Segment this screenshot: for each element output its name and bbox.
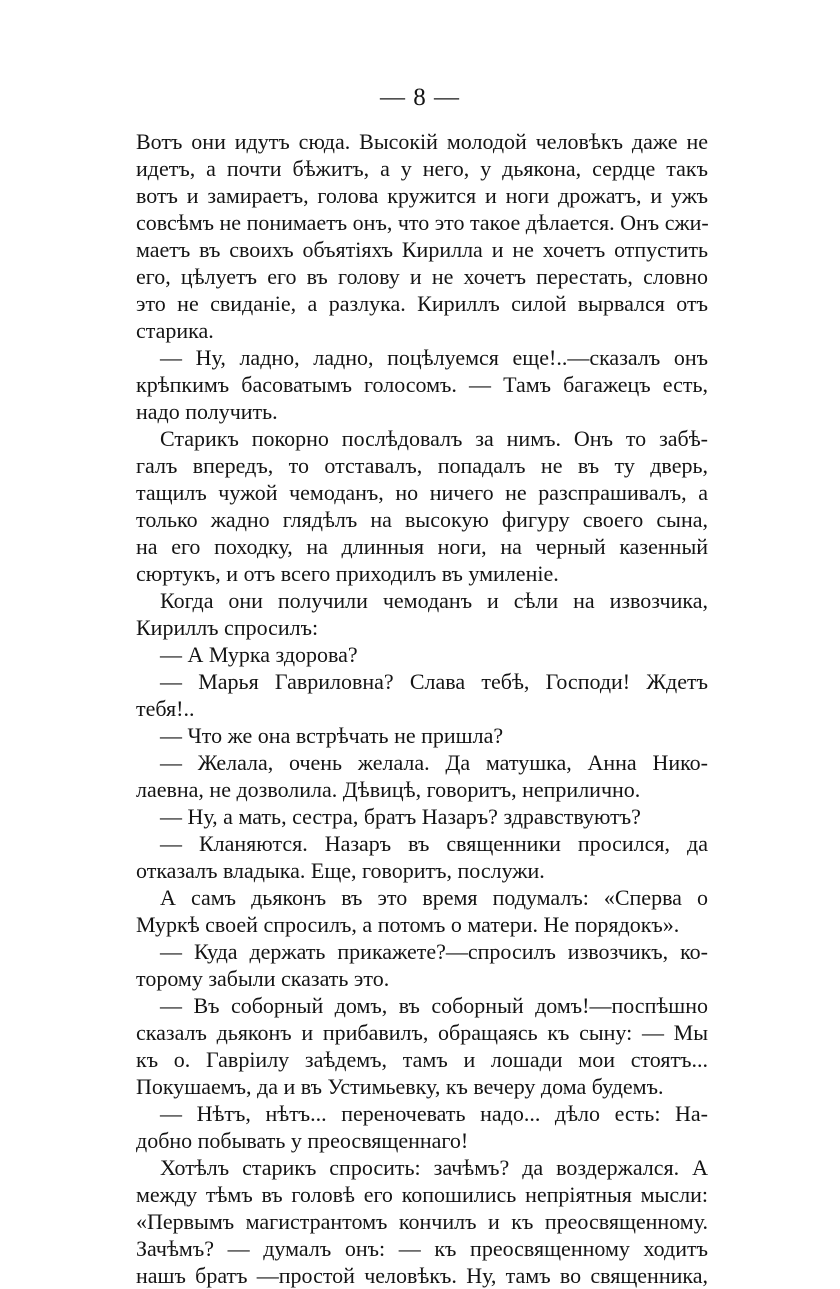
text-line: къ о. Гаврiилу заѣдемъ, тамъ и лошади мои стоятъ... bbox=[136, 1047, 708, 1072]
text-line: Старикъ покорно послѣдовалъ за нимъ. Онъ то забѣ- bbox=[160, 426, 708, 451]
text-line: — Желала, очень желала. Да матушка, Анна Нико- bbox=[160, 750, 708, 775]
text-line: Муркѣ своей спросилъ, а потомъ о матери. Не порядокъ». bbox=[136, 912, 680, 937]
text-line: совсѣмъ не понимаетъ онъ, что это такое дѣлается. Онъ сжи- bbox=[136, 210, 709, 235]
text-line: галъ впередъ, то отставалъ, попадалъ не въ ту дверь, bbox=[136, 453, 708, 478]
text-line: Покушаемъ, да и въ Устимьевку, къ вечеру дома будемъ. bbox=[136, 1074, 664, 1099]
text-line: тебя!.. bbox=[136, 696, 195, 721]
text-line: торому забыли сказать это. bbox=[136, 966, 390, 991]
text-line: старика. bbox=[136, 318, 214, 343]
text-line: между тѣмъ въ головѣ его копошились непріятныя мысли: bbox=[136, 1182, 708, 1207]
text-line: Кириллъ спросилъ: bbox=[136, 615, 319, 640]
text-line: — А Мурка здорова? bbox=[160, 642, 358, 667]
text-line: это не свиданіе, а разлука. Кириллъ силой вырвался отъ bbox=[136, 291, 708, 316]
text-line: на его походку, на длинныя ноги, на черный казенный bbox=[136, 534, 708, 559]
text-line: лаевна, не дозволила. Дѣвицѣ, говоритъ, неприлично. bbox=[136, 777, 641, 802]
text-line: Хотѣлъ старикъ спросить: зачѣмъ? да воздержался. А bbox=[160, 1155, 708, 1180]
text-line: крѣпкимъ басоватымъ голосомъ. — Тамъ багажецъ есть, bbox=[136, 372, 708, 397]
text-line: — Марья Гавриловна? Слава тебѣ, Господи! Ждетъ bbox=[160, 669, 708, 694]
text-line: — Куда держать прикажете?—спросилъ извозчикъ, ко- bbox=[160, 939, 708, 964]
text-line: — Кланяются. Назаръ въ священники просился, да bbox=[160, 831, 708, 856]
text-line: его, цѣлуетъ его въ голову и не хочетъ перестать, словно bbox=[136, 264, 708, 289]
text-line: — Ну, ладно, ладно, поцѣлуемся еще!..—сказалъ онъ bbox=[160, 345, 708, 370]
text-line: А самъ дьяконъ въ это время подумалъ: «Сперва о bbox=[160, 885, 708, 910]
text-line: сказалъ дьяконъ и прибавилъ, обращаясь къ сыну: — Мы bbox=[136, 1020, 708, 1045]
text-line: — Нѣтъ, нѣтъ... переночевать надо... дѣло есть: На- bbox=[160, 1101, 708, 1126]
text-line: идетъ, а почти бѣжитъ, а у него, у дьякона, сердце такъ bbox=[136, 156, 708, 181]
page-number: — 8 — bbox=[380, 84, 460, 111]
text-line: — Ну, а мать, сестра, братъ Назаръ? здравствуютъ? bbox=[160, 804, 641, 829]
text-line: отказалъ владыка. Еще, говоритъ, послужи. bbox=[136, 858, 545, 883]
text-line: надо получить. bbox=[136, 399, 278, 424]
text-line: тащилъ чужой чемоданъ, но ничего не разспрашивалъ, а bbox=[136, 480, 708, 505]
text-line: нашъ братъ —простой человѣкъ. Ну, тамъ во священника, bbox=[136, 1263, 708, 1288]
text-line: Зачѣмъ? — думалъ онъ: — къ преосвященному ходитъ bbox=[136, 1236, 708, 1261]
text-line: вотъ и замираетъ, голова кружится и ноги дрожатъ, и ужъ bbox=[136, 183, 708, 208]
text-line: Когда они получили чемоданъ и сѣли на извозчика, bbox=[160, 588, 708, 613]
text-line: добно побывать у преосвященнаго! bbox=[136, 1128, 469, 1153]
text-line: — Что же она встрѣчать не пришла? bbox=[160, 723, 504, 748]
text-line: Вотъ они идутъ сюда. Высокій молодой человѣкъ даже не bbox=[136, 129, 708, 154]
text-line: — Въ соборный домъ, въ соборный домъ!—поспѣшно bbox=[160, 993, 708, 1018]
text-line: только жадно глядѣлъ на высокую фигуру своего сына, bbox=[136, 507, 708, 532]
body-text bbox=[136, 128, 708, 1289]
text-line: «Первымъ магистрантомъ кончилъ и къ преосвященному. bbox=[136, 1209, 708, 1234]
text-line: сюртукъ, и отъ всего приходилъ въ умиленіе. bbox=[136, 561, 559, 586]
text-line: маетъ въ своихъ объятіяхъ Кирилла и не хочетъ отпустить bbox=[136, 237, 708, 262]
